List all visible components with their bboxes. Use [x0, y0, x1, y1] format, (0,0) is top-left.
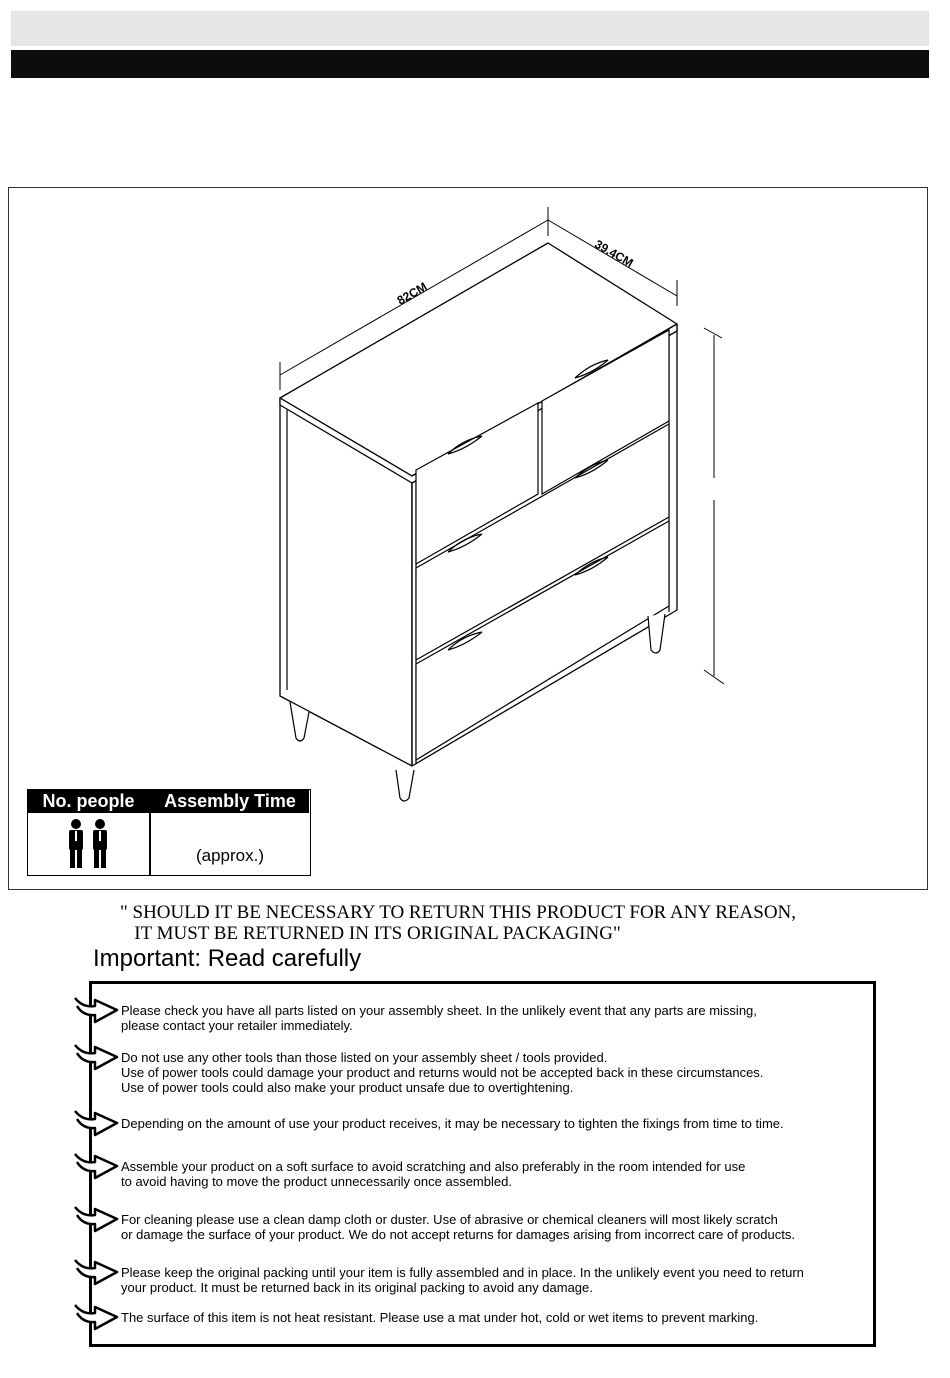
- note-item: Depending on the amount of use your product receives, it may be necessary to tighten the fixings from time to time.: [121, 1116, 784, 1131]
- note-item: For cleaning please use a clean damp cloth or duster. Use of abrasive or chemical cleaners will most likely scratch or damage the surface of your product. We do not accept returns for damages arising from incorrect care of products.: [121, 1212, 795, 1242]
- arrow-right-icon: [73, 1301, 119, 1331]
- depth-dimension-label: 39.4CM: [592, 236, 636, 271]
- note-item: The surface of this item is not heat resistant. Please use a mat under hot, cold or wet items to prevent marking.: [121, 1310, 759, 1325]
- width-dimension-label: 82CM: [394, 279, 430, 308]
- arrow-right-icon: [73, 1256, 119, 1286]
- arrow-right-icon: [73, 1107, 119, 1137]
- person-icon: [66, 818, 114, 870]
- note-item: Please check you have all parts listed on your assembly sheet. In the unlikely event that any parts are missing, please contact your retailer immediately.: [121, 1003, 757, 1033]
- note-item: Please keep the original packing until your item is fully assembled and in place. In the unlikely event you need to return your product. It must be returned back in its original packing to avoid any damage.: [121, 1265, 804, 1295]
- assembly-time-note: (approx.): [195, 846, 265, 865]
- note-item: Do not use any other tools than those listed on your assembly sheet / tools provided. Use of power tools could damage your product and returns would not be accepted back in these circumstances. Use of power tools could also make your product unsafe due to overtightening.: [121, 1050, 764, 1095]
- note-item: Assemble your product on a soft surface to avoid scratching and also preferably in the room intended for use to avoid having to move the product unnecessarily once assembled.: [121, 1159, 746, 1189]
- assembly-time-header: Assembly Time: [151, 790, 309, 813]
- important-title: Important: Read carefully: [93, 945, 362, 972]
- arrow-right-icon: [73, 1041, 119, 1071]
- arrow-right-icon: [73, 1203, 119, 1233]
- people-header: No. people: [28, 790, 149, 813]
- assembly-info-table: [27, 789, 311, 876]
- arrow-right-icon: [73, 994, 119, 1024]
- return-notice: " SHOULD IT BE NECESSARY TO RETURN THIS PRODUCT FOR ANY REASON, IT MUST BE RETURNED IN ITS ORIGINAL PACKAGING": [120, 902, 797, 944]
- arrow-right-icon: [73, 1150, 119, 1180]
